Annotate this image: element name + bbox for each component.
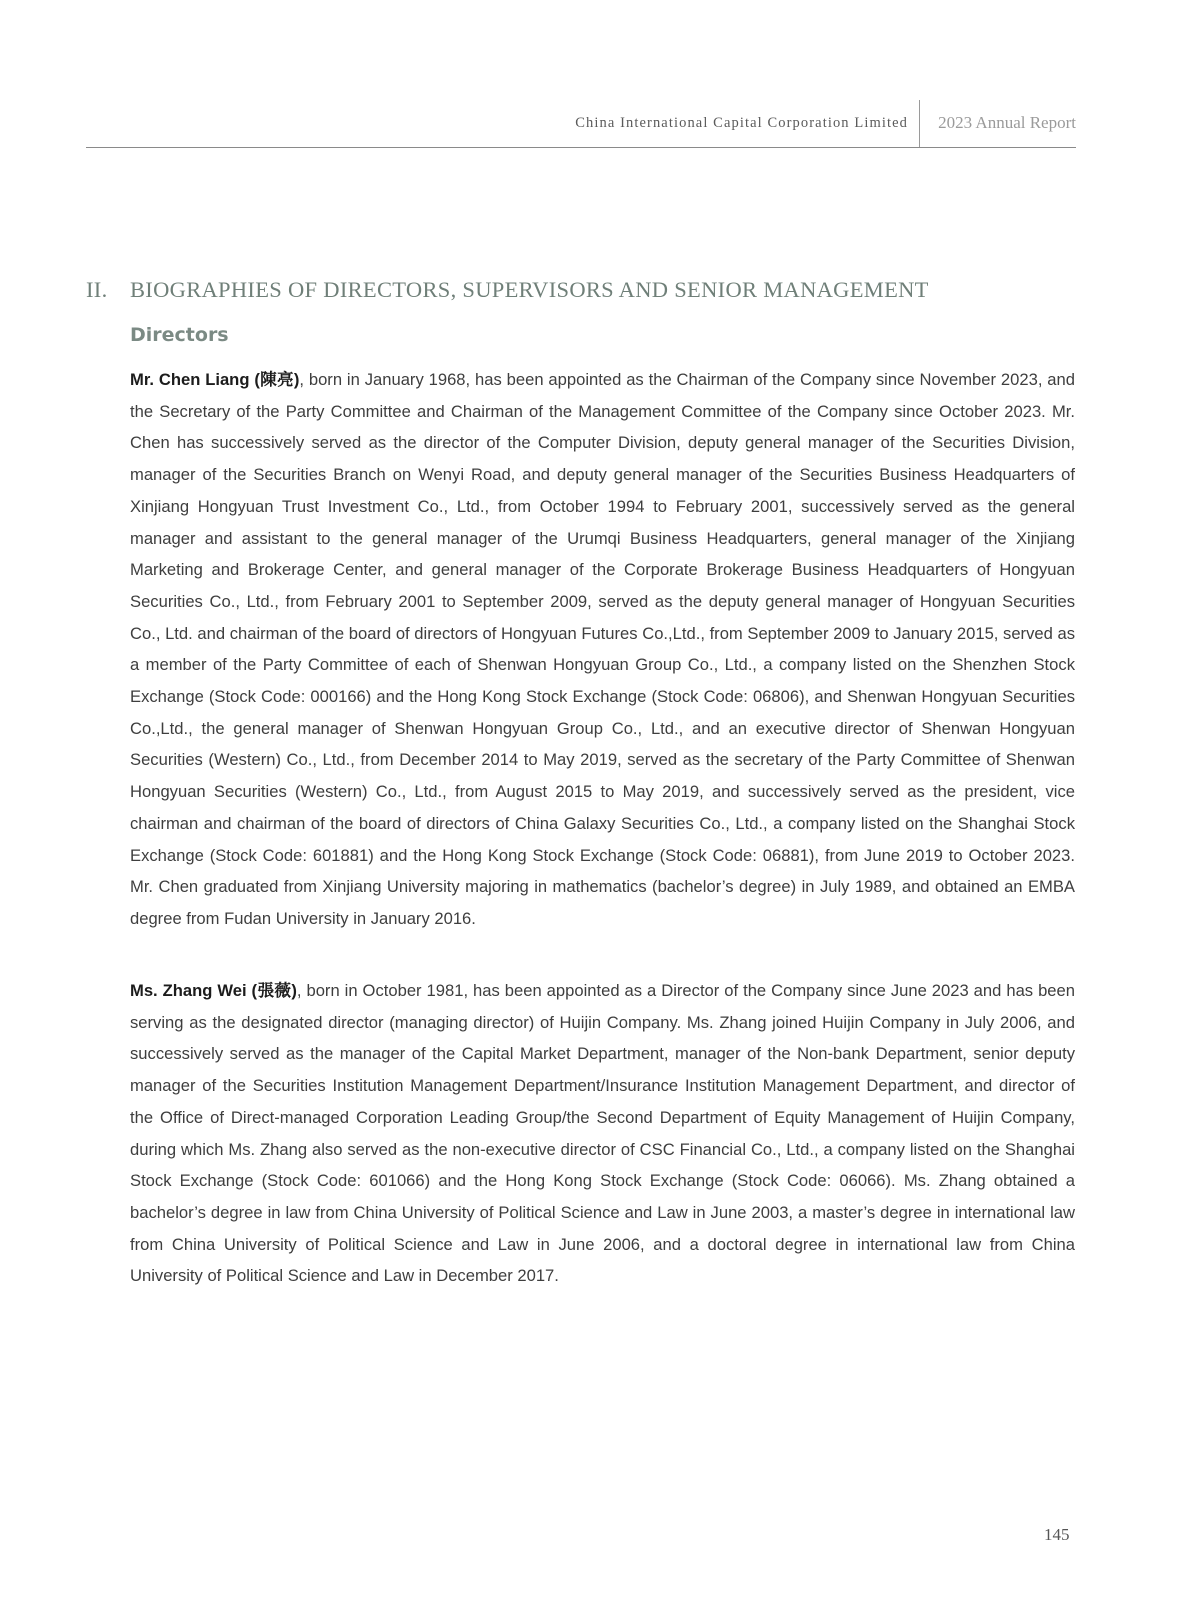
section-title: BIOGRAPHIES OF DIRECTORS, SUPERVISORS AND SENIOR MANAGEMENT — [130, 277, 929, 302]
biography-paragraph — [130, 364, 1075, 935]
biography-name: Mr. Chen Liang (陳亮) — [130, 370, 300, 389]
header-company-name: China International Capital Corporation Limited — [575, 115, 908, 131]
biography-text: , born in October 1981, has been appointed as a Director of the Company since June 2023 and has been serving as the designated director (managing director) of Huijin Company. Ms. Zhang joined Huijin Company in July 2006, and successively served as the manager of the Capital Market Department, manager of the Non-bank Department, senior deputy manager of the Securities Institution Management Department/Insurance Institution Management Department, and director of the Office of Direct-managed Corporation Leading Group/the Second Department of Equity Management of Huijin Company, during which Ms. Zhang also served as the non-executive director of CSC Financial Co., Ltd., a company listed on the Shanghai Stock Exchange (Stock Code: 601066) and the Hong Kong Stock Exchange (Stock Code: 06066). Ms. Zhang obtained a bachelor’s degree in law from China University of Political Science and Law in June 2003, a master’s degree in international law from China University of Political Science and Law in June 2006, and a doctoral degree in international law from China University of Political Science and Law in December 2017. — [130, 981, 1075, 1286]
header-divider — [919, 100, 920, 147]
running-header — [86, 100, 1076, 148]
biography-text: , born in January 1968, has been appointed as the Chairman of the Company since November 2023, and the Secretary of the Party Committee and Chairman of the Management Committee of the Company since October 2023. Mr. Chen has successively served as the director of the Computer Division, deputy general manager of the Securities Division, manager of the Securities Branch on Wenyi Road, and deputy general manager of the Securities Business Headquarters of Xinjiang Hongyuan Trust Investment Co., Ltd., from October 1994 to February 2001, successively served as the general manager and assistant to the general manager of the Urumqi Business Headquarters, general manager of the Xinjiang Marketing and Brokerage Center, and general manager of the Corporate Brokerage Business Headquarters of Hongyuan Securities Co., Ltd., from February 2001 to September 2009, served as the deputy general manager of Hongyuan Securities Co., Ltd. and chairman of the board of directors of Hongyuan Futures Co.,Ltd., from September 2009 to January 2015, served as a member of the Party Committee of each of Shenwan Hongyuan Group Co., Ltd., a company listed on the Shenzhen Stock Exchange (Stock Code: 000166) and the Hong Kong Stock Exchange (Stock Code: 06806), and Shenwan Hongyuan Securities Co.,Ltd., the general manager of Shenwan Hongyuan Group Co., Ltd., and an executive director of Shenwan Hongyuan Securities (Western) Co., Ltd., from December 2014 to May 2019, served as the secretary of the Party Committee of Shenwan Hongyuan Securities (Western) Co., Ltd., from August 2015 to May 2019, and successively served as the president, vice chairman and chairman of the board of directors of China Galaxy Securities Co., Ltd., a company listed on the Shanghai Stock Exchange (Stock Code: 601881) and the Hong Kong Stock Exchange (Stock Code: 06881), from June 2019 to October 2023. Mr. Chen graduated from Xinjiang University majoring in mathematics (bachelor’s degree) in July 1989, and obtained an EMBA degree from Fudan University in January 2016. — [130, 370, 1075, 928]
biography-paragraph — [130, 975, 1075, 1292]
page-number: 145 — [1044, 1525, 1070, 1544]
section-number: II. — [86, 277, 108, 302]
section-heading — [86, 277, 1086, 303]
subheading-directors: Directors — [130, 324, 229, 346]
biography-name: Ms. Zhang Wei (張薇) — [130, 981, 297, 1000]
header-report-title: 2023 Annual Report — [938, 113, 1076, 132]
